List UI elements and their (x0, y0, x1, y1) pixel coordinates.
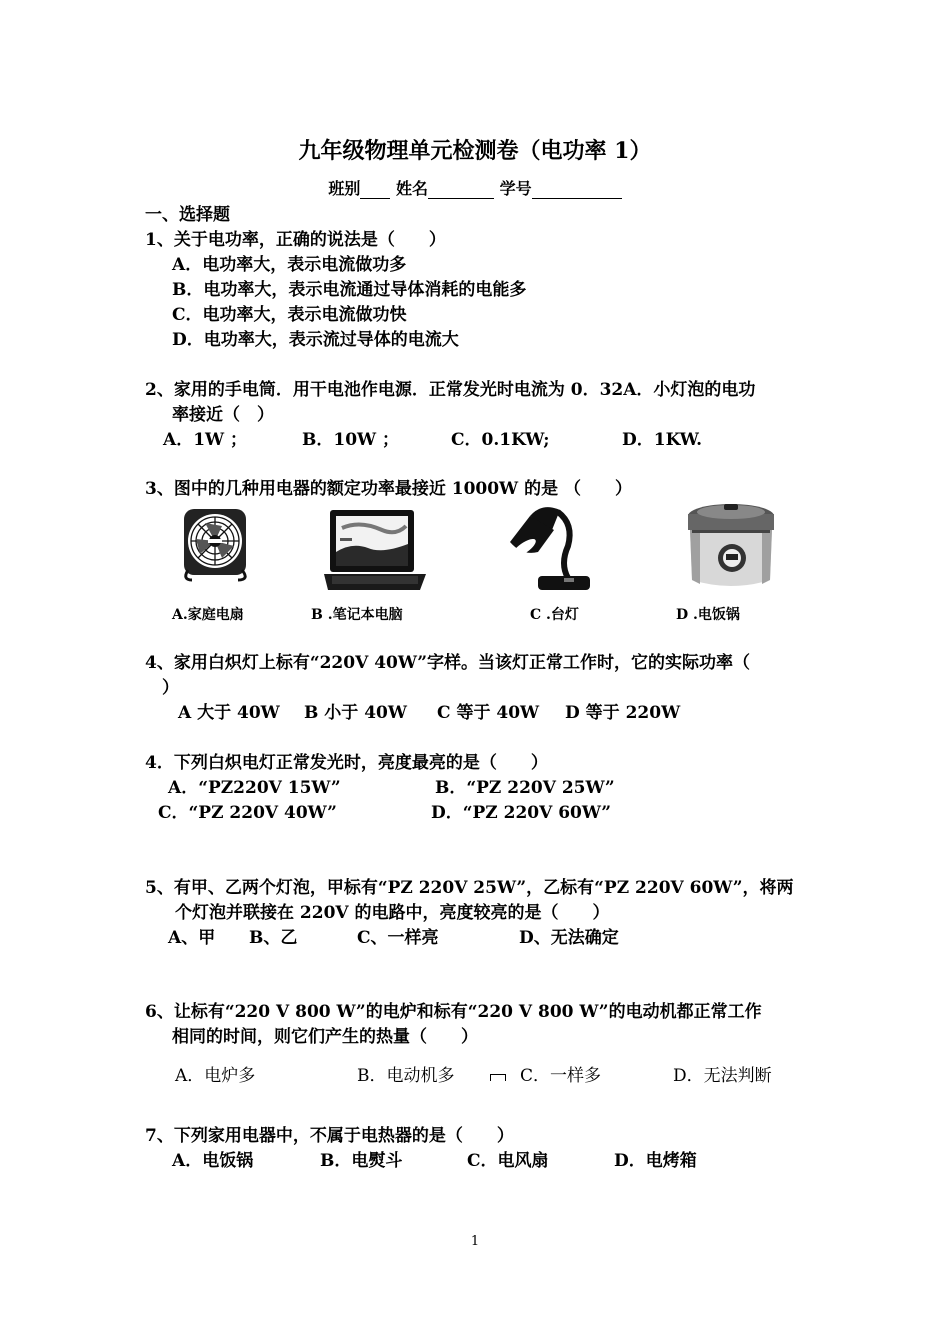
class-blank (360, 182, 390, 199)
name-blank (428, 182, 494, 199)
q4a-option-b: B 小于 40W (304, 703, 407, 723)
q1-stem: 1、关于电功率，正确的说法是（ ） (145, 230, 446, 250)
q6-option-a: A．电炉多 (175, 1066, 256, 1086)
q2-option-b: B．10W ； (302, 430, 400, 450)
id-label: 学号 (499, 179, 532, 198)
q6-option-d: D．无法判断 (673, 1066, 772, 1086)
q4b-option-a: A．“PZ220V 15W” (168, 778, 341, 798)
rice-cooker-icon (684, 500, 778, 592)
q4b-option-c: C．“PZ 220V 40W” (158, 803, 337, 823)
q7-stem: 7、下列家用电器中，不属于电热器的是（ ） (145, 1126, 514, 1146)
q3-caption-c: C .台灯 (530, 607, 579, 623)
q6-stem-line2: 相同的时间，则它们产生的热量（ ） (172, 1027, 478, 1047)
q4b-option-d: D．“PZ 220V 60W” (431, 803, 612, 823)
id-blank (532, 182, 622, 199)
q7-option-b: B．电熨斗 (320, 1151, 403, 1171)
q1-option-a: A．电功率大，表示电流做功多 (172, 255, 407, 275)
desk-lamp-icon (508, 502, 592, 594)
q2-option-d: D．1KW. (622, 430, 703, 450)
q6-option-c: C．一样多 (520, 1066, 602, 1086)
q3-caption-a: A.家庭电扇 (172, 607, 244, 623)
name-label: 姓名 (395, 179, 428, 198)
q5-stem-line2: 个灯泡并联接在 220V 的电路中，亮度较亮的是（ ） (175, 903, 610, 923)
q2-stem-line2: 率接近（ ） (172, 405, 274, 425)
q4b-stem: 4．下列白炽电灯正常发光时，亮度最亮的是（ ） (145, 753, 548, 773)
q4a-option-a: A 大于 40W (178, 703, 280, 723)
page-number: 1 (470, 1234, 480, 1249)
fan-icon (178, 506, 258, 584)
page-title: 九年级物理单元检测卷（电功率 1） (298, 138, 652, 164)
class-label: 班别 (328, 179, 361, 198)
q4a-stem-line2: ） (162, 678, 179, 698)
q2-option-c: C．0.1KW; (451, 430, 550, 450)
q5-option-c: C、一样亮 (357, 928, 439, 948)
q6-option-b: B．电动机多 (357, 1066, 455, 1086)
q1-option-b: B．电功率大，表示电流通过导体消耗的电能多 (172, 280, 527, 300)
laptop-icon (322, 508, 428, 592)
q7-option-a: A．电饭锅 (172, 1151, 254, 1171)
q5-stem-line1: 5、有甲、乙两个灯泡，甲标有“PZ 220V 25W”，乙标有“PZ 220V 60W”，将两 (145, 878, 794, 898)
section-heading: 一、选择题 (145, 205, 230, 225)
q1-option-d: D．电功率大，表示流过导体的电流大 (172, 330, 459, 350)
q6-stem-line1: 6、让标有“220 V 800 W”的电炉和标有“220 V 800 W”的电动机都正常工作 (145, 1002, 762, 1022)
student-info (0, 176, 950, 199)
q2-option-a: A．1W ； (163, 430, 248, 450)
q7-option-d: D．电烤箱 (614, 1151, 697, 1171)
q4a-option-c: C 等于 40W (437, 703, 540, 723)
stray-mark (490, 1074, 506, 1081)
q5-option-b: B、乙 (249, 928, 298, 948)
q4b-option-b: B．“PZ 220V 25W” (435, 778, 615, 798)
q4a-option-d: D 等于 220W (565, 703, 681, 723)
q3-caption-d: D .电饭锅 (676, 607, 740, 623)
q1-option-c: C．电功率大，表示电流做功快 (172, 305, 407, 325)
q5-option-d: D、无法确定 (519, 928, 619, 948)
q7-option-c: C．电风扇 (467, 1151, 549, 1171)
q3-caption-b: B .笔记本电脑 (311, 607, 403, 623)
q5-option-a: A、甲 (168, 928, 216, 948)
q2-stem-line1: 2、家用的手电筒．用干电池作电源．正常发光时电流为 0．32A．小灯泡的电功 (145, 380, 756, 400)
q4a-stem-line1: 4、家用白炽灯上标有“220V 40W”字样。当该灯正常工作时，它的实际功率（ (145, 653, 751, 673)
q3-stem: 3、图中的几种用电器的额定功率最接近 1000W 的是 （ ） (145, 479, 632, 499)
